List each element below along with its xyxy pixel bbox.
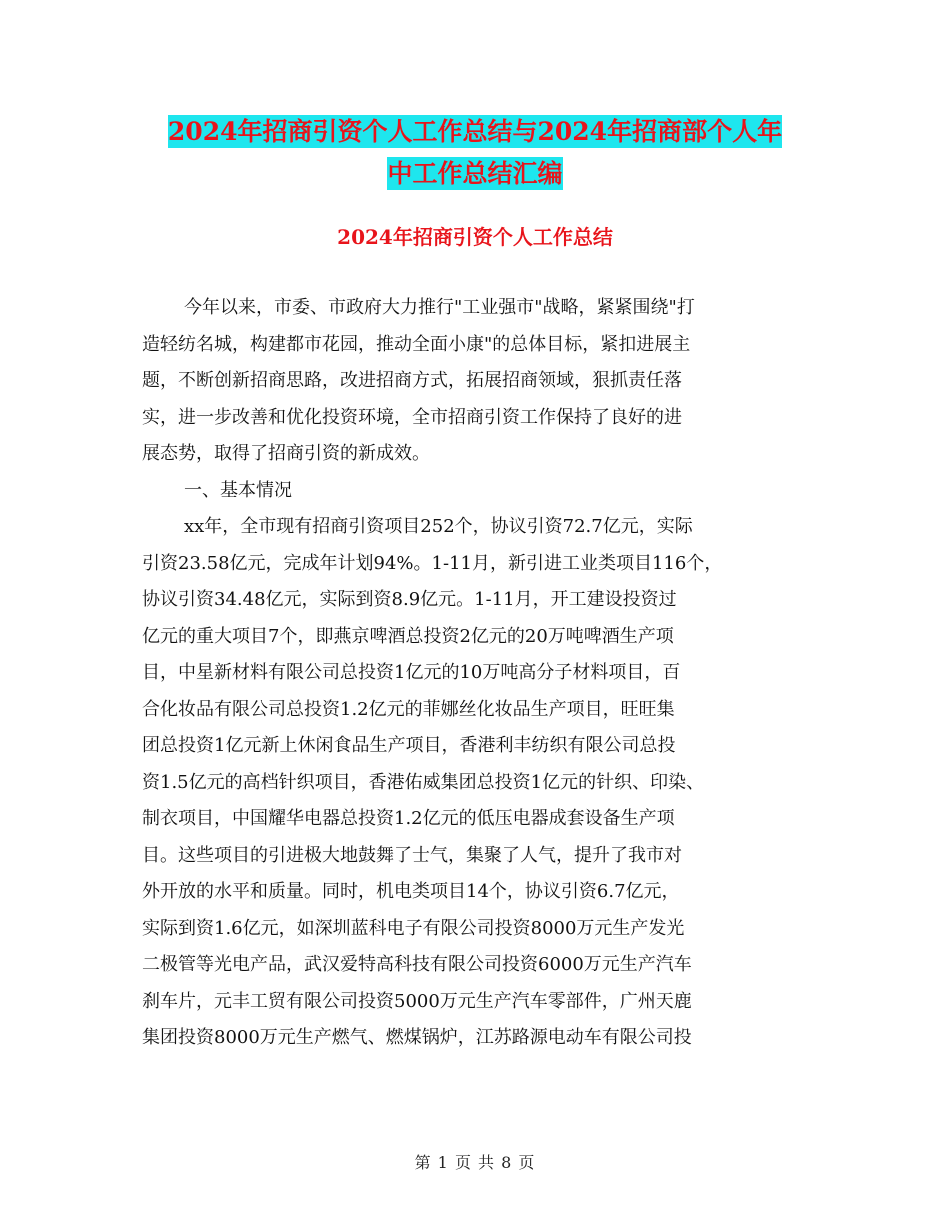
body-line: xx年，全市现有招商引资项目252个，协议引资72.7亿元，实际 — [184, 516, 693, 537]
document-title-text-1: 2024年招商引资个人工作总结与2024年招商部个人年 — [167, 117, 783, 146]
body-line: 造轻纺名城，构建都市花园，推动全面小康"的总体目标，紧扣进展主 — [142, 333, 691, 355]
document-title-line2 — [0, 152, 950, 196]
body-line: 引资23.58亿元，完成年计划94%。1-11月，新引进工业类项目116个， — [142, 552, 723, 574]
body-line: 目。这些项目的引进极大地鼓舞了士气，集聚了人气，提升了我市对 — [142, 844, 682, 866]
body-line: 资1.5亿元的高档针织项目，香港佑威集团总投资1亿元的针织、印染、 — [142, 771, 705, 793]
body-line: 协议引资34.48亿元，实际到资8.9亿元。1-11月，开工建设投资过 — [142, 589, 677, 610]
body-line: 集团投资8000万元生产燃气、燃煤锅炉，江苏路源电动车有限公司投 — [142, 1027, 692, 1048]
body-line: 刹车片，元丰工贸有限公司投资5000万元生产汽车零部件，广州天鹿 — [142, 990, 692, 1012]
section-title: 2024年招商引资个人工作总结 — [337, 225, 613, 249]
section-heading-basic-situation: 一、基本情况 — [184, 479, 292, 501]
body-text — [142, 290, 832, 1057]
body-line: 二极管等光电产品，武汉爱特高科技有限公司投资6000万元生产汽车 — [142, 954, 692, 975]
body-line: 题，不断创新招商思路，改进招商方式，拓展招商领域，狠抓责任落 — [142, 370, 682, 391]
body-line: 目，中星新材料有限公司总投资1亿元的10万吨高分子材料项目，百 — [142, 662, 681, 683]
page-number-footer: 第 1 页 共 8 页 — [414, 1153, 536, 1172]
body-line: 亿元的重大项目7个，即燕京啤酒总投资2亿元的20万吨啤酒生产项 — [142, 625, 674, 647]
document-title-text-2: 中工作总结汇编 — [387, 159, 563, 188]
body-line: 合化妆品有限公司总投资1.2亿元的菲娜丝化妆品生产项目，旺旺集 — [142, 698, 675, 720]
body-line: 实，进一步改善和优化投资环境，全市招商引资工作保持了良好的进 — [142, 406, 682, 428]
body-line: 展态势，取得了招商引资的新成效。 — [142, 443, 430, 464]
body-line: 团总投资1亿元新上休闲食品生产项目，香港利丰纺织有限公司总投 — [142, 735, 676, 756]
document-title-line1 — [0, 110, 950, 154]
body-line: 外开放的水平和质量。同时，机电类项目14个，协议引资6.7亿元， — [142, 881, 680, 902]
body-line: 制衣项目，中国耀华电器总投资1.2亿元的低压电器成套设备生产项 — [142, 808, 675, 829]
body-line: 实际到资1.6亿元，如深圳蓝科电子有限公司投资8000万元生产发光 — [142, 917, 685, 939]
body-line: 今年以来，市委、市政府大力推行"工业强市"战略，紧紧围绕"打 — [184, 297, 695, 318]
